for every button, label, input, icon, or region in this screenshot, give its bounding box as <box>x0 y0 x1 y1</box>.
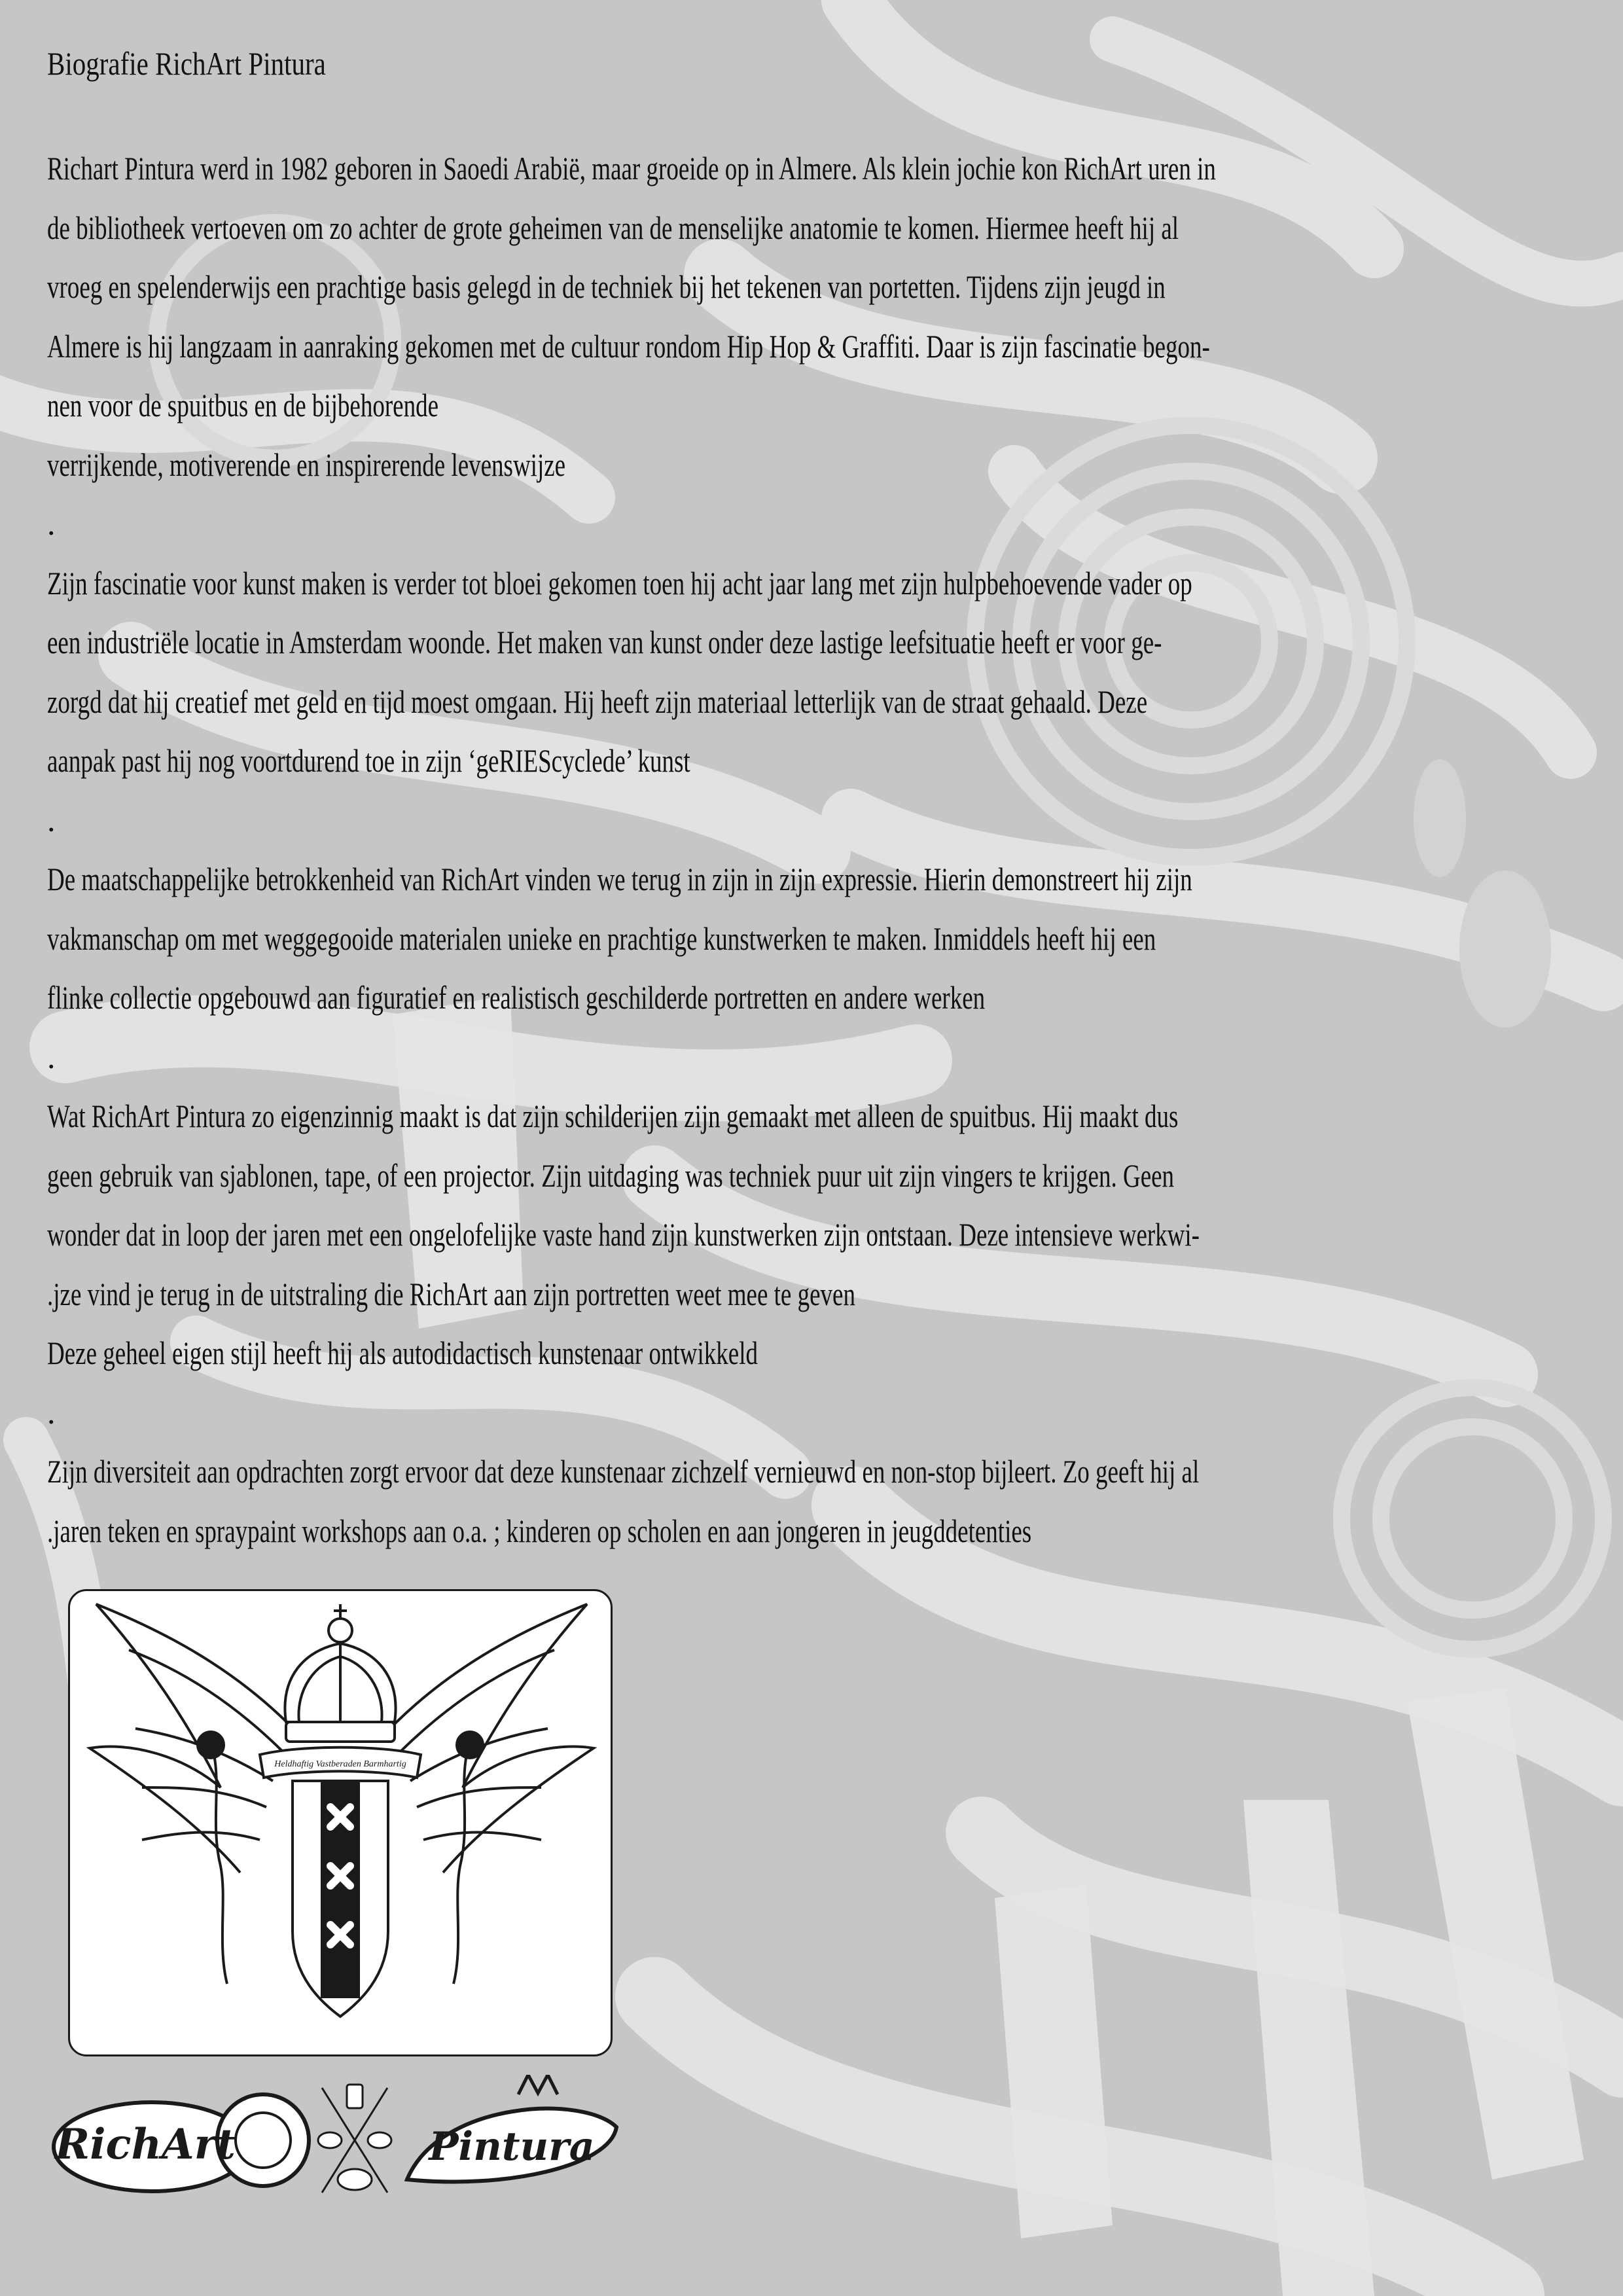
paragraph-line: de bibliotheek vertoeven om zo achter de grote geheimen van de menselijke anatomie te komen. Hiermee heeft hij al <box>47 209 1179 246</box>
richart-logo <box>54 2094 309 2191</box>
paragraph-2 <box>47 554 1461 850</box>
paragraph-end-mark: . <box>47 505 56 542</box>
paragraph-4 <box>47 1086 1461 1442</box>
paragraph-line: verrijkende, motiverende en inspirerende levenswijze <box>47 446 566 483</box>
artist-logos <box>47 2075 623 2206</box>
paragraph-line: Zijn fascinatie voor kunst maken is verder tot bloei gekomen toen hij acht jaar lang met zijn hulpbehoevende vader op <box>47 564 1192 601</box>
paragraph-line: Almere is hij langzaam in aanraking gekomen met de cultuur rondom Hip Hop & Graffiti. Daar is zijn fascinatie begon- <box>47 327 1210 365</box>
paragraph-end-mark: . <box>47 1393 56 1431</box>
paragraph-1 <box>47 139 1461 554</box>
paragraph-line: geen gebruik van sjablonen, tape, of een projector. Zijn uitdaging was techniek puur uit zijn vingers te krijgen. Geen <box>47 1157 1175 1194</box>
paragraph-line: zorgd dat hij creatief met geld en tijd moest omgaan. Hij heeft zijn materiaal letterlijk van de straat gehaald. Deze <box>47 683 1148 720</box>
paragraph-line: flinke collectie opgebouwd aan figuratief en realistisch geschilderde portretten en andere werken <box>47 979 986 1016</box>
paragraph-line: aanpak past hij nog voortdurend toe in zijn ‘geRIEScyclede’ kunst <box>47 742 690 779</box>
crest-banner-text: Heldhaftig Vastberaden Barmhartig <box>274 1759 406 1769</box>
paragraph-line: Wat RichArt Pintura zo eigenzinnig maakt is dat zijn schilderijen zijn gemaakt met alleen de spuitbus. Hij maakt dus <box>47 1098 1179 1134</box>
paragraph-end-mark: . <box>47 1038 56 1075</box>
logo-row <box>47 2075 623 2206</box>
pintura-logo <box>407 2075 616 2181</box>
paragraph-line: Richart Pintura werd in 1982 geboren in Saoedi Arabië, maar groeide op in Almere. Als klein jochie kon RichArt uren in <box>47 150 1216 187</box>
paragraph-3 <box>47 850 1461 1086</box>
paragraph-line: Zijn diversiteit aan opdrachten zorgt ervoor dat deze kunstenaar zichzelf vernieuwd en non-stop bijleert. Zo geeft hij al <box>47 1453 1200 1490</box>
document-title: Biografie RichArt Pintura <box>47 45 326 82</box>
paragraph-line: De maatschappelijke betrokkenheid van RichArt vinden we terug in zijn in zijn expressie. Hierin demonstreert hij zijn <box>47 861 1192 897</box>
paragraph-line: Deze geheel eigen stijl heeft hij als autodidactisch kunstenaar ontwikkeld <box>47 1335 758 1371</box>
biography-text <box>47 34 1461 1560</box>
paragraph-line: vakmanschap om met weggegooide materialen unieke en prachtige kunstwerken te maken. Inmiddels heeft hij een <box>47 920 1156 957</box>
paragraph-line: .jaren teken en spraypaint workshops aan o.a. ; kinderen op scholen en aan jongeren in jeugddetenties <box>47 1512 1032 1549</box>
crest-artwork <box>68 1589 613 2056</box>
amsterdam-crest-image <box>70 1591 611 2054</box>
paragraph-line: nen voor de spuitbus en de bijbehorende <box>47 387 439 423</box>
paragraph-line: .jze vind je terug in de uitstraling die RichArt aan zijn portretten weet mee te geven <box>47 1275 855 1312</box>
paragraph-5 <box>47 1442 1461 1560</box>
logo-left-text: RichArt <box>55 2120 236 2169</box>
logo-right-text: Pintura <box>429 2124 595 2170</box>
paragraph-line: wonder dat in loop der jaren met een ongelofelijke vaste hand zijn kunstwerken zijn ontstaan. Deze intensieve werkwi- <box>47 1216 1200 1253</box>
paragraph-line: een industriële locatie in Amsterdam woonde. Het maken van kunst onder deze lastige leefsituatie heeft er voor ge- <box>47 624 1162 660</box>
paragraph-line: vroeg en spelenderwijs een prachtige basis gelegd in de techniek bij het tekenen van portetten. Tijdens zijn jeugd in <box>47 268 1166 305</box>
paragraph-end-mark: . <box>47 801 56 838</box>
spray-cap-icons <box>318 2085 391 2193</box>
